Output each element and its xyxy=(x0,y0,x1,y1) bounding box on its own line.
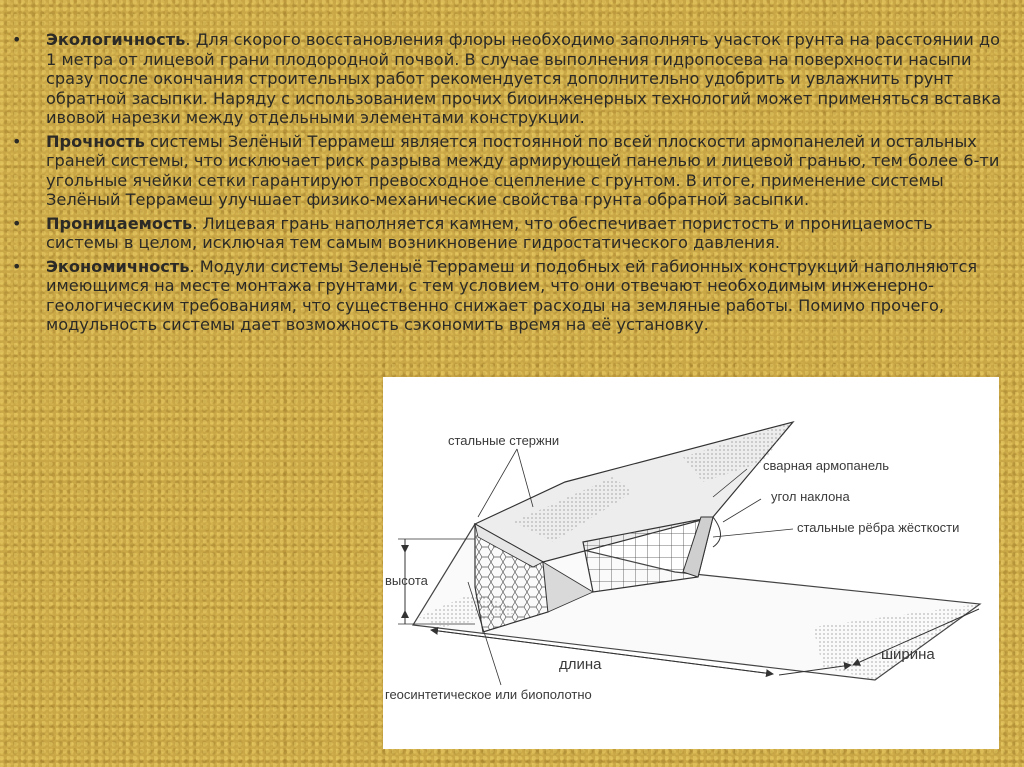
slope-angle-arc xyxy=(713,517,721,547)
bullet-marker: • xyxy=(12,256,22,276)
bullet-text: . Лицевая грань наполняется камнем, что обеспечивает пористость и проницаемость системы в целом, исключая тем самым возникновение гидростатического давления. xyxy=(46,213,933,252)
label-height: высота xyxy=(385,573,428,588)
bullet-ecology xyxy=(12,30,1010,128)
label-steel-rods: стальные стержни xyxy=(448,433,560,448)
leader-slope-angle xyxy=(723,499,761,522)
terramesh-diagram xyxy=(383,377,999,749)
bullet-list xyxy=(12,30,1010,339)
diagram-drawing xyxy=(383,377,999,749)
bullet-term: Экономичность xyxy=(46,256,190,276)
label-width: ширина xyxy=(881,646,935,663)
bullet-marker: • xyxy=(12,131,22,151)
bullet-text: . Для скорого восстановления флоры необходимо заполнять участок грунта на расстоянии до 1 метра от лицевой грани плодородной почвой. В случае выполнения гидропосева на поверхности насыпи сразу после окончания строительных работ рекомендуется дополнительно удобрить и увлажнить грунт обратной засыпки. Наряду с использованием прочих биоинженерных технологий может применяться вставка ивовой нарезки между отдельными элементами конструкции. xyxy=(46,30,1002,127)
label-geotextile: геосинтетическое или биополотно xyxy=(385,687,592,702)
bullet-term: Прочность xyxy=(46,131,145,151)
leader-steel-ribs xyxy=(713,529,793,537)
label-slope-angle: угол наклона xyxy=(771,489,850,504)
bullet-marker: • xyxy=(12,213,22,233)
bullet-text: . Модули системы Зеленыё Террамеш и подобных ей габионных конструкций наполняются имеющимся на месте монтажа грунтами, с тем условием, что они отвечают необходимым инженерно-геологическим требованиям, что существенно снижает расходы на земляные работы. Помимо прочего, модульность системы дает возможность сэкономить время на её установку. xyxy=(46,256,978,334)
bullet-term: Экологичность xyxy=(46,30,186,49)
label-welded-panel: сварная армопанель xyxy=(763,458,890,473)
bullet-economy xyxy=(12,257,1010,335)
bullet-strength xyxy=(12,132,1010,210)
bullet-text: системы Зелёный Террамеш является постоянной по всей плоскости армопанелей и остальных граней системы, что исключает риск разрыва между армирующей панелью и лицевой гранью, тем более 6-ти угольные ячейки сетки гарантируют превосходное сцепление с грунтом. В итоге, применение системы Зелёный Террамеш улучшает физико-механические свойства грунта обратной засыпки. xyxy=(46,131,1000,209)
bullet-marker: • xyxy=(12,30,22,49)
leader-steel-rods xyxy=(517,449,533,507)
bullet-term: Проницаемость xyxy=(46,213,193,233)
label-steel-ribs: стальные рёбра жёсткости xyxy=(797,520,960,535)
bullet-permeability xyxy=(12,214,1010,253)
label-length: длина xyxy=(559,656,602,673)
